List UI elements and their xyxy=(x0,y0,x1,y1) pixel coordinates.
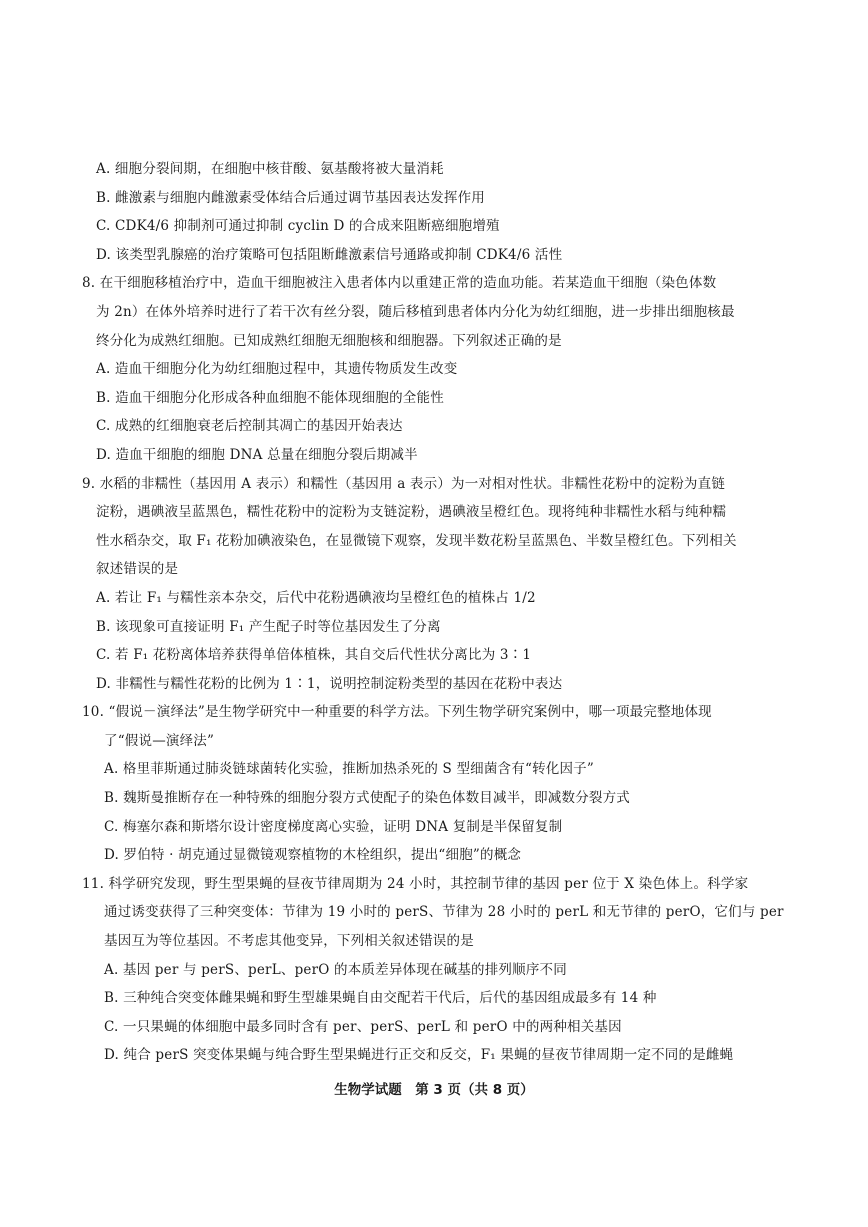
q7-option-a: A. 细胞分裂间期，在细胞中核苷酸、氨基酸将被大量消耗 xyxy=(96,161,444,177)
q10-option-c: C. 梅塞尔森和斯塔尔设计密度梯度离心实验，证明 DNA 复制是半保留复制 xyxy=(104,818,563,835)
question-area xyxy=(82,155,786,1070)
q9-stem-line-2: 淀粉，遇碘液呈蓝黑色，糯性花粉中的淀粉为支链淀粉，遇碘液呈橙红色。现将纯种非糯性水稻与纯种糯 xyxy=(96,504,727,521)
q9-stem-line-4: 叙述错误的是 xyxy=(96,561,179,578)
q8-stem-line-1: 8. 在干细胞移植治疗中，造血干细胞被注入患者体内以重建正常的造血功能。若某造血干细胞（染色体数 xyxy=(82,275,717,292)
q9-option-b: B. 该现象可直接证明 F₁ 产生配子时等位基因发生了分离 xyxy=(96,618,441,635)
q9-stem-line-1: 9. 水稻的非糯性（基因用 A 表示）和糯性（基因用 a 表示）为一对相对性状。非糯性花粉中的淀粉为直链 xyxy=(82,475,726,492)
q9-option-d: D. 非糯性与糯性花粉的比例为 1∶1，说明控制淀粉类型的基因在花粉中表达 xyxy=(96,675,563,692)
q7-option-d: D. 该类型乳腺癌的治疗策略可包括阻断雌激素信号通路或抑制 CDK4/6 活性 xyxy=(96,246,563,263)
q11-stem-line-2: 通过诱变获得了三种突变体：节律为 19 小时的 perS、节律为 28 小时的 perL 和无节律的 perO，它们与 per xyxy=(104,904,784,921)
q8-stem-line-2: 为 2n）在体外培养时进行了若干次有丝分裂，随后移植到患者体内分化为幼红细胞，进一步排出细胞核最 xyxy=(96,303,735,320)
q11-stem-line-1: 11. 科学研究发现，野生型果蝇的昼夜节律周期为 24 小时，其控制节律的基因 per 位于 X 染色体上。科学家 xyxy=(82,875,749,892)
q9-option-a: A. 若让 F₁ 与糯性亲本杂交，后代中花粉遇碘液均呈橙红色的植株占 1/2 xyxy=(96,589,536,606)
q8-option-b: B. 造血干细胞分化形成各种血细胞不能体现细胞的全能性 xyxy=(96,389,444,406)
q10-stem-line-2: 了“假说—演绎法” xyxy=(104,732,215,749)
q11-option-b: B. 三种纯合突变体雌果蝇和野生型雄果蝇自由交配若干代后，后代的基因组成最多有 14 种 xyxy=(104,990,657,1007)
q7-option-b: B. 雌激素与细胞内雌激素受体结合后通过调节基因表达发挥作用 xyxy=(96,189,486,206)
q10-stem-line-1: 10. “假说－演绎法”是生物学研究中一种重要的科学方法。下列生物学研究案例中，哪一项最完整地体现 xyxy=(82,704,712,721)
q8-stem-line-3: 终分化为成熟红细胞。已知成熟红细胞无细胞核和细胞器。下列叙述正确的是 xyxy=(96,332,562,349)
q9-stem-line-3: 性水稻杂交，取 F₁ 花粉加碘液染色，在显微镜下观察，发现半数花粉呈蓝黑色、半数呈橙红色。下列相关 xyxy=(96,532,737,549)
q8-option-c: C. 成熟的红细胞衰老后控制其凋亡的基因开始表达 xyxy=(96,418,403,435)
q10-option-a: A. 格里菲斯通过肺炎链球菌转化实验，推断加热杀死的 S 型细菌含有“转化因子” xyxy=(104,761,594,778)
q11-option-d: D. 纯合 perS 突变体果蝇与纯合野生型果蝇进行正交和反交，F₁ 果蝇的昼夜节律周期一定不同的是雌蝇 xyxy=(104,1047,734,1064)
q11-stem-line-3: 基因互为等位基因。不考虑其他变异，下列相关叙述错误的是 xyxy=(104,933,474,950)
q11-option-a: A. 基因 per 与 perS、perL、perO 的本质差异体现在碱基的排列顺序不同 xyxy=(104,961,567,978)
q9-option-c: C. 若 F₁ 花粉离体培养获得单倍体植株，其自交后代性状分离比为 3∶1 xyxy=(96,647,532,664)
q11-option-c: C. 一只果蝇的体细胞中最多同时含有 per、perS、perL 和 perO 中的两种相关基因 xyxy=(104,1018,622,1035)
q10-option-d: D. 罗伯特 · 胡克通过显微镜观察植物的木栓组织，提出“细胞”的概念 xyxy=(104,847,522,864)
q7-option-c: C. CDK4/6 抑制剂可通过抑制 cyclin D 的合成来阻断癌细胞增殖 xyxy=(96,218,500,235)
q8-option-d: D. 造血干细胞的细胞 DNA 总量在细胞分裂后期减半 xyxy=(96,446,418,463)
q10-option-b: B. 魏斯曼推断存在一种特殊的细胞分裂方式使配子的染色体数目减半，即减数分裂方式 xyxy=(104,790,631,807)
q8-option-a: A. 造血干细胞分化为幼红细胞过程中，其遗传物质发生改变 xyxy=(96,361,458,378)
page-footer: 生物学试题 第 3 页（共 8 页） xyxy=(334,1082,534,1098)
